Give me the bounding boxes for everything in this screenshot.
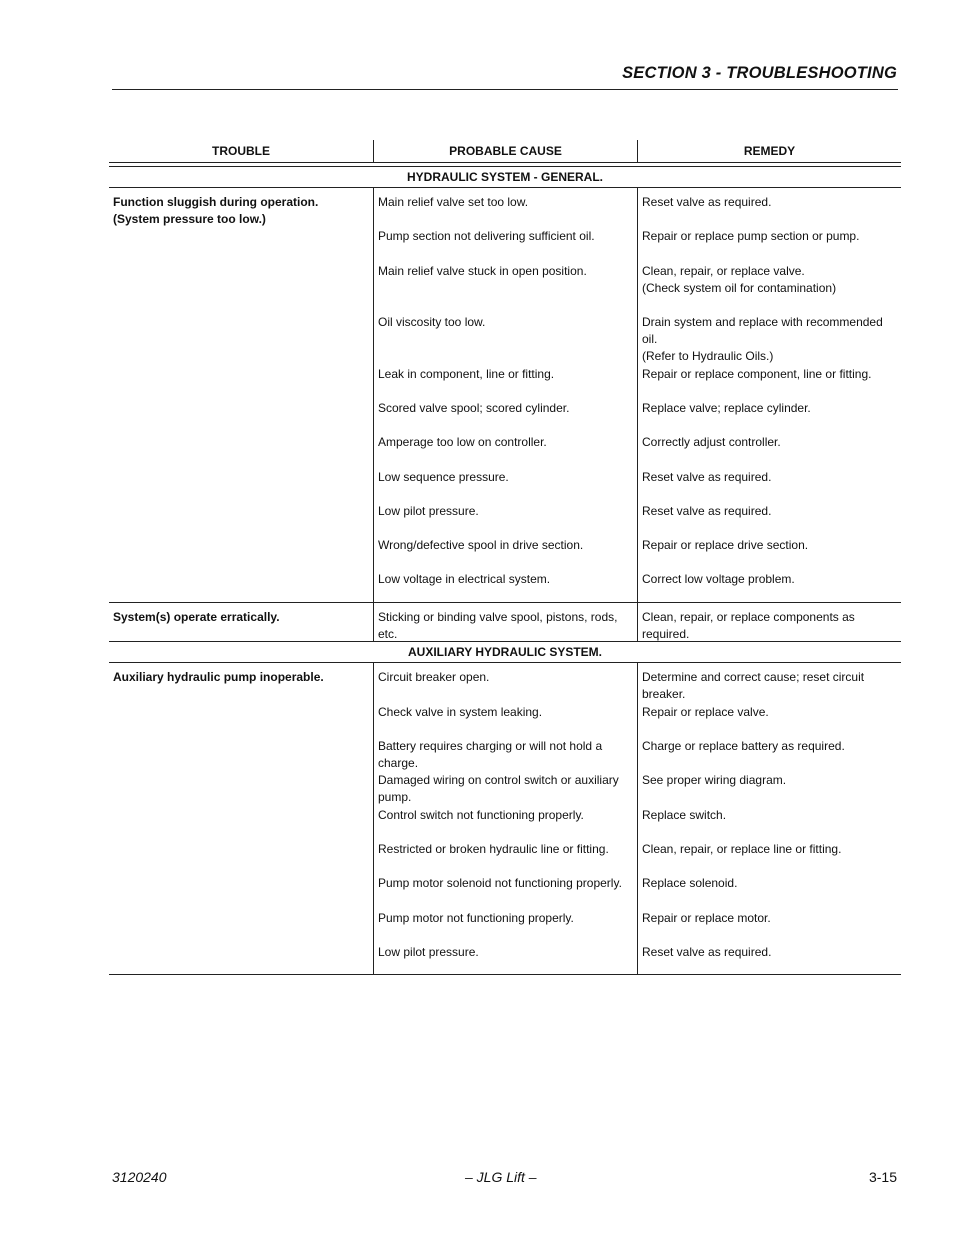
cause-text: Main relief valve set too low. — [378, 195, 529, 209]
cause-cell — [378, 738, 637, 772]
remedy-cell — [642, 609, 901, 641]
remedy-text: Reset valve as required. — [642, 470, 772, 484]
remedy-text: Correctly adjust controller. — [642, 435, 781, 449]
trouble-text: Auxiliary hydraulic pump inoperable. — [113, 670, 324, 684]
trouble-cell — [109, 188, 373, 602]
remedy-cell — [642, 910, 901, 944]
cause-column — [373, 663, 637, 974]
trouble-group — [109, 603, 901, 641]
cause-text: Oil viscosity too low. — [378, 315, 486, 329]
remedy-cell — [642, 571, 901, 602]
footer-brand: – JLG Lift – — [465, 1169, 537, 1185]
remedy-text: Drain system and replace with recommended oil. — [642, 315, 883, 346]
remedy-cell — [642, 875, 901, 910]
cause-cell — [378, 194, 637, 228]
remedy-cell — [642, 434, 901, 469]
remedy-cell — [642, 503, 901, 537]
column-header-cause: PROBABLE CAUSE — [373, 140, 637, 162]
remedy-cell — [642, 228, 901, 263]
remedy-text: Clean, repair, or replace line or fitting. — [642, 842, 842, 856]
cause-cell — [378, 469, 637, 503]
remedy-text: Replace solenoid. — [642, 876, 738, 890]
remedy-text: Clean, repair, or replace valve. — [642, 264, 805, 278]
remedy-text: Reset valve as required. — [642, 504, 772, 518]
remedy-cell — [642, 841, 901, 875]
column-header-remedy: REMEDY — [637, 140, 901, 162]
table-header — [109, 140, 901, 162]
remedy-text: See proper wiring diagram. — [642, 773, 787, 787]
remedy-cell — [642, 704, 901, 738]
remedy-cell — [642, 944, 901, 974]
cause-cell — [378, 669, 637, 704]
remedy-text: Charge or replace battery as required. — [642, 739, 845, 753]
remedy-cell — [642, 738, 901, 772]
cause-cell — [378, 571, 637, 602]
cause-text: Battery requires charging or will not hold a charge. — [378, 739, 603, 770]
remedy-text: Repair or replace valve. — [642, 705, 769, 719]
remedy-text: Repair or replace pump section or pump. — [642, 229, 860, 243]
section-heading: HYDRAULIC SYSTEM - GENERAL. — [109, 167, 901, 188]
table-body — [109, 167, 901, 975]
remedy-cell — [642, 400, 901, 434]
cause-cell — [378, 944, 637, 974]
trouble-cell — [109, 603, 373, 641]
cause-text: Control switch not functioning properly. — [378, 808, 584, 822]
cause-cell — [378, 910, 637, 944]
page-number: 3-15 — [868, 1169, 897, 1185]
remedy-text: (Refer to Hydraulic Oils.) — [642, 349, 774, 363]
remedy-text: Reset valve as required. — [642, 945, 772, 959]
trouble-text: Function sluggish during operation. — [113, 195, 319, 209]
cause-text: Low voltage in electrical system. — [378, 572, 551, 586]
cause-cell — [378, 537, 637, 571]
remedy-text: Replace switch. — [642, 808, 727, 822]
cause-text: Scored valve spool; scored cylinder. — [378, 401, 570, 415]
cause-text: Wrong/defective spool in drive section. — [378, 538, 584, 552]
cause-cell — [378, 366, 637, 400]
cause-text: Check valve in system leaking. — [378, 705, 543, 719]
remedy-cell — [642, 194, 901, 228]
trouble-group — [109, 188, 901, 603]
column-header-trouble: TROUBLE — [212, 144, 270, 158]
cause-text: Low pilot pressure. — [378, 945, 479, 959]
cause-text: Low sequence pressure. — [378, 470, 509, 484]
trouble-cell — [109, 663, 373, 974]
cause-cell — [378, 400, 637, 434]
remedy-cell — [642, 263, 901, 314]
cause-cell — [378, 228, 637, 263]
cause-text: Damaged wiring on control switch or auxiliary pump. — [378, 773, 619, 804]
trouble-text: System(s) operate erratically. — [113, 610, 280, 624]
cause-cell — [378, 609, 637, 641]
cause-text: Pump motor solenoid not functioning properly. — [378, 876, 622, 890]
cause-cell — [378, 263, 637, 314]
cause-cell — [378, 807, 637, 841]
remedy-text: Replace valve; replace cylinder. — [642, 401, 811, 415]
remedy-cell — [642, 314, 901, 366]
cause-cell — [378, 875, 637, 910]
cause-cell — [378, 314, 637, 366]
remedy-text: Repair or replace motor. — [642, 911, 771, 925]
remedy-cell — [642, 772, 901, 807]
remedy-text: Clean, repair, or replace components as required. — [642, 610, 855, 641]
remedy-column — [637, 663, 901, 974]
cause-text: Restricted or broken hydraulic line or fitting. — [378, 842, 609, 856]
remedy-text: Determine and correct cause; reset circuit breaker. — [642, 670, 865, 701]
remedy-cell — [642, 807, 901, 841]
cause-column — [373, 188, 637, 602]
trouble-text: (System pressure too low.) — [113, 212, 266, 226]
remedy-text: Repair or replace drive section. — [642, 538, 809, 552]
cause-text: Low pilot pressure. — [378, 504, 479, 518]
remedy-cell — [642, 537, 901, 571]
cause-cell — [378, 841, 637, 875]
remedy-column — [637, 188, 901, 602]
remedy-cell — [642, 366, 901, 400]
cause-text: Circuit breaker open. — [378, 670, 490, 684]
remedy-text: Reset valve as required. — [642, 195, 772, 209]
remedy-text: Repair or replace component, line or fitting. — [642, 367, 872, 381]
cause-text: Pump motor not functioning properly. — [378, 911, 574, 925]
cause-cell — [378, 772, 637, 807]
cause-text: Sticking or binding valve spool, pistons, rods, etc. — [378, 610, 618, 641]
trouble-group — [109, 663, 901, 975]
remedy-text: (Check system oil for contamination) — [642, 281, 837, 295]
remedy-column — [637, 603, 901, 641]
cause-text: Leak in component, line or fitting. — [378, 367, 555, 381]
section-heading: AUXILIARY HYDRAULIC SYSTEM. — [109, 641, 901, 663]
troubleshooting-table — [109, 140, 901, 975]
cause-text: Amperage too low on controller. — [378, 435, 547, 449]
cause-column — [373, 603, 637, 641]
cause-cell — [378, 503, 637, 537]
remedy-cell — [642, 469, 901, 503]
doc-number: 3120240 — [112, 1169, 167, 1185]
header-rule — [112, 89, 898, 90]
cause-cell — [378, 704, 637, 738]
remedy-text: Correct low voltage problem. — [642, 572, 795, 586]
cause-text: Main relief valve stuck in open position. — [378, 264, 587, 278]
remedy-cell — [642, 669, 901, 704]
cause-text: Pump section not delivering sufficient oil. — [378, 229, 595, 243]
cause-cell — [378, 434, 637, 469]
section-title: SECTION 3 - TROUBLESHOOTING — [622, 64, 897, 82]
